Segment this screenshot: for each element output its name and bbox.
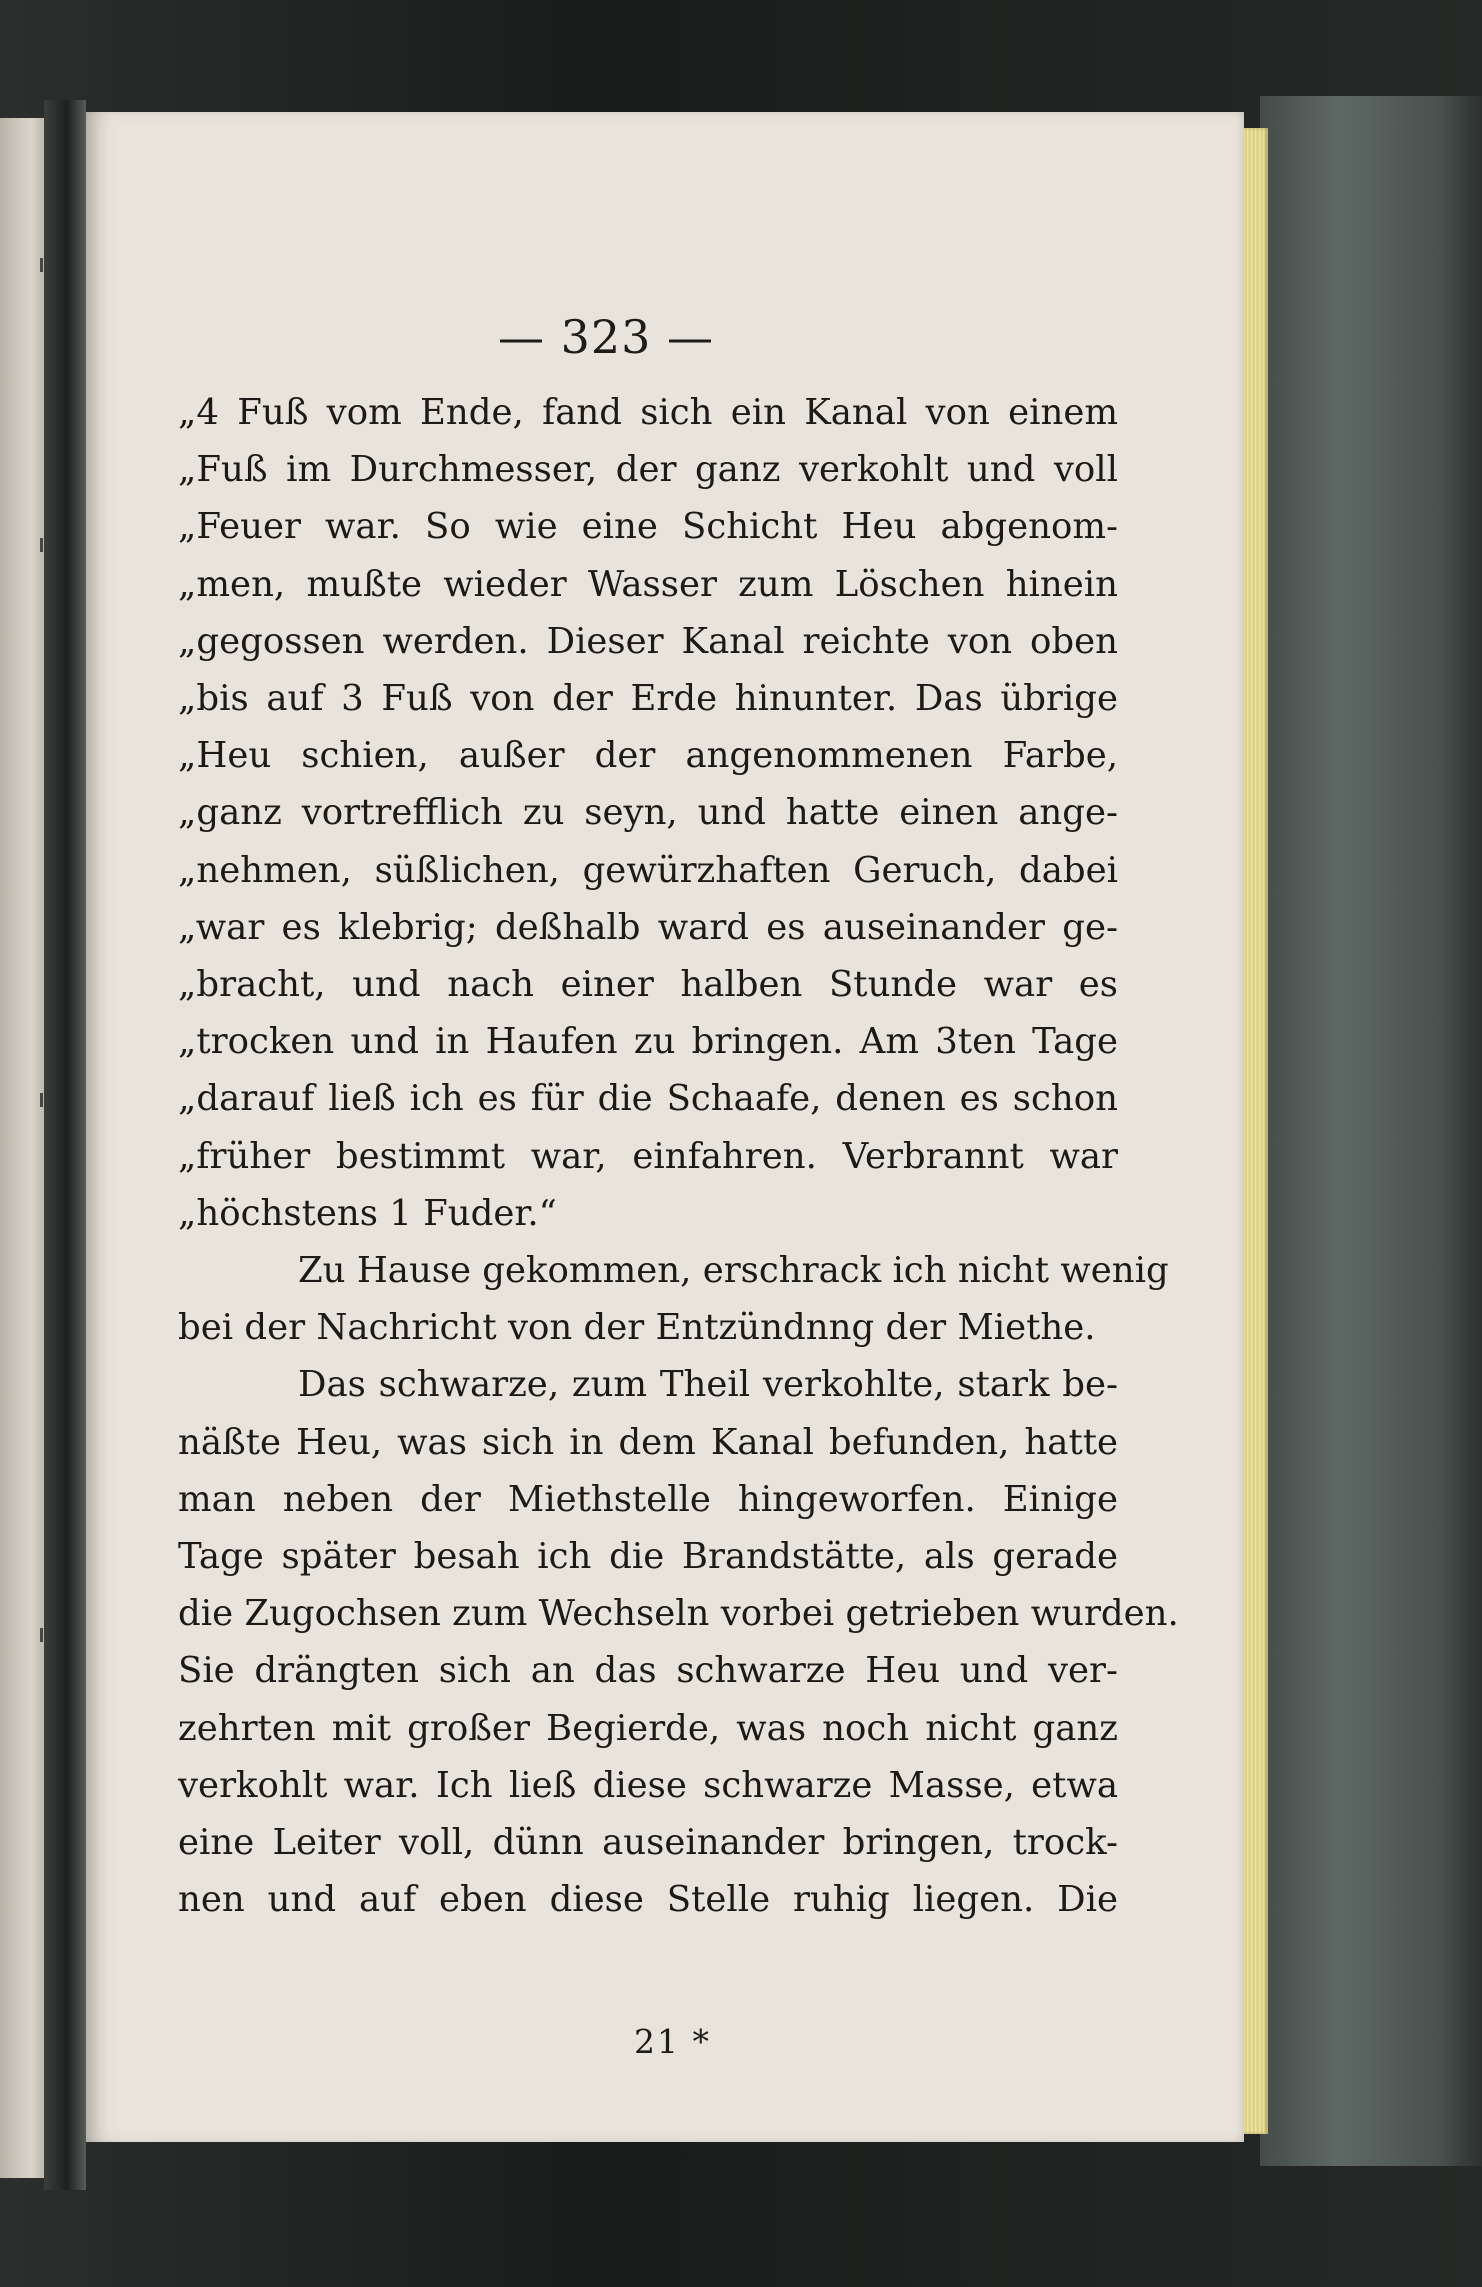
text-line: näßte Heu, was sich in dem Kanal befunden, hatte <box>178 1421 1118 1463</box>
text-line: „nehmen, süßlichen, gewürzhaften Geruch, dabei <box>178 849 1118 891</box>
left-page-mark <box>40 1628 43 1642</box>
text-line: „gegossen werden. Dieser Kanal reichte von oben <box>178 620 1118 662</box>
text-line: verkohlt war. Ich ließ diese schwarze Masse, etwa <box>178 1764 1118 1806</box>
signature-mark: 21 * <box>634 2022 711 2061</box>
text-line: Sie drängten sich an das schwarze Heu und ver- <box>178 1650 1118 1692</box>
text-line: nen und auf eben diese Stelle ruhig liegen. Die <box>178 1879 1118 1921</box>
book-cover <box>1260 96 1482 2166</box>
paragraph-start-line: Zu Hause gekommen, erschrack ich nicht wenig <box>298 1250 1169 1292</box>
book-page <box>86 112 1244 2142</box>
text-line: „trocken und in Haufen zu bringen. Am 3ten Tage <box>178 1021 1118 1063</box>
text-line: „Heu schien, außer der angenommenen Farbe, <box>178 735 1118 777</box>
text-line: „men, mußte wieder Wasser zum Löschen hinein <box>178 563 1118 605</box>
text-line: „4 Fuß vom Ende, fand sich ein Kanal von einem <box>178 392 1118 433</box>
text-line: eine Leiter voll, dünn auseinander bringen, trock- <box>178 1822 1118 1864</box>
text-line: „darauf ließ ich es für die Schaafe, denen es schon <box>178 1078 1118 1120</box>
text-line: bei der Nachricht von der Entzündnng der Miethe. <box>178 1307 1096 1349</box>
left-page-edge <box>0 118 46 2178</box>
body-text <box>178 384 1179 1928</box>
text-line: man neben der Miethstelle hingeworfen. Einige <box>178 1478 1118 1520</box>
text-line: „bracht, und nach einer halben Stunde war es <box>178 964 1118 1006</box>
left-page-mark <box>40 1093 43 1107</box>
paragraph-start-line: Das schwarze, zum Theil verkohlte, stark be- <box>298 1364 1118 1406</box>
text-line: Tage später besah ich die Brandstätte, als gerade <box>178 1536 1118 1578</box>
text-line: „Feuer war. So wie eine Schicht Heu abgenom- <box>178 506 1118 548</box>
text-line: die Zugochsen zum Wechseln vorbei getrieben wurden. <box>178 1593 1179 1635</box>
left-page-mark <box>40 258 43 272</box>
left-page-mark <box>40 538 43 552</box>
page-number-header: — 323 — <box>497 310 715 364</box>
text-line: „höchstens 1 Fuder.“ <box>178 1192 557 1234</box>
text-line: „früher bestimmt war, einfahren. Verbrannt war <box>178 1135 1118 1177</box>
text-line: zehrten mit großer Begierde, was noch nicht ganz <box>178 1707 1118 1749</box>
text-line: „war es klebrig; deßhalb ward es auseinander ge- <box>178 906 1118 948</box>
gilt-page-edge <box>1240 128 1268 2134</box>
text-line: „bis auf 3 Fuß von der Erde hinunter. Das übrige <box>178 678 1118 720</box>
book-gutter <box>44 100 86 2190</box>
text-line: „Fuß im Durchmesser, der ganz verkohlt und voll <box>178 449 1118 491</box>
text-line: „ganz vortrefflich zu seyn, und hatte einen ange- <box>178 792 1118 834</box>
